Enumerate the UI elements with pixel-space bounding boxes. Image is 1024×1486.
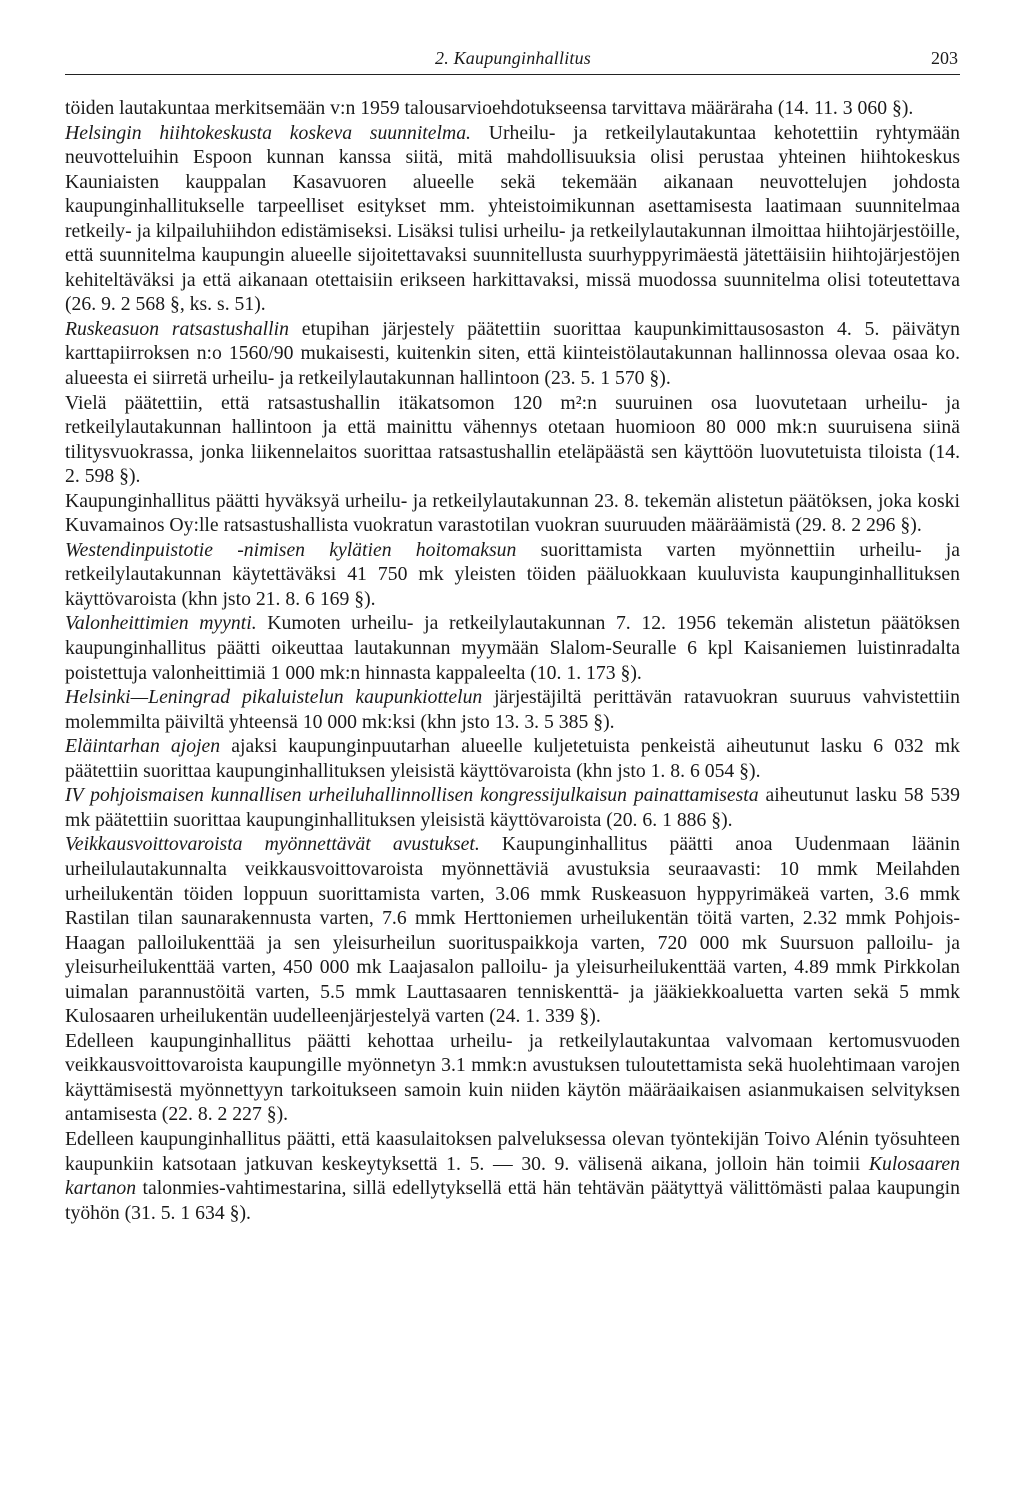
paragraph-inline-italic: Kulosaaren kartanon — [65, 1152, 960, 1200]
running-title: 2. Kaupunginhallitus — [435, 48, 592, 68]
paragraph-heading: Westendinpuistotie -nimisen kylätien hoitomaksun — [65, 538, 517, 561]
paragraph-text: suorittamista varten myönnettiin urheilu- ja retkeilylautakunnan käytettäväksi 41 750 mk yleisten töiden pääluokkaan kuuluvista kaupunginhallituksen käyttövaroista (khn jsto 21. 8. 6 169 §). — [65, 538, 960, 610]
page-number: 203 — [931, 48, 958, 68]
paragraph-text-tail: talonmies-vahtimestarina, sillä edellytyksellä että hän tehtävän päätyttyä välittömästi palaa kaupungin työhön (31. 5. 1 634 §). — [65, 1177, 960, 1224]
paragraph — [65, 121, 960, 317]
paragraph-text: järjestäjiltä perittävän ratavuokran suuruus vahvistettiin molemmilta päiviltä yhteensä 10 000 mk:ksi (khn jsto 13. 3. 5 385 §). — [65, 686, 960, 733]
paragraph-text: Urheilu- ja retkeilylautakuntaa kehotettiin ryhtymään neuvotteluihin Espoon kunnan kanssa siitä, mitä mahdollisuuksia olisi perustaa yhteinen hiihtokeskus Kauniaisten kauppalan Kasavuoren alueelle sekä tekemään aikanaan neuvottelujen johdosta kaupunginhallitukselle tarpeelliset esitykset mm. yhteistoimikunnan asettamisesta laatimaan suunnitelmaa retkeily- ja kilpailuhiihdon edistämiseksi. Lisäksi tulisi urheilu- ja retkeilylautakunnan ilmoittaa hiihtojärjestöille, että suunnitelma kaupungin alueelle sijoitettavaksi suunnitellusta suurhyppyrimäestä jätettäisiin hiihtojärjestöjen kehiteltäväksi ja että aikanaan otettaisiin erikseen harkittavaksi, missä muodossa suunnitelma olisi toteutettava (26. 9. 2 568 §, ks. s. 51). — [65, 121, 960, 316]
paragraph-heading: Ruskeasuon ratsastushallin — [65, 317, 289, 340]
paragraph — [65, 1029, 960, 1127]
paragraph-text: Edelleen kaupunginhallitus päätti, että kaasulaitoksen palveluksessa olevan työntekijän Toivo Alénin työsuhteen kaupunkiin katsotaan jatkuvan keskeytyksettä 1. 5. — 30. 9. välisenä aikana, jolloin hän toimii — [65, 1127, 960, 1175]
paragraph — [65, 734, 960, 783]
paragraph — [65, 538, 960, 612]
paragraph — [65, 96, 960, 121]
paragraph-text: Kumoten urheilu- ja retkeilylautakunnan 7. 12. 1956 tekemän alistetun päätöksen kaupunginhallitus päätti oikeuttaa lautakunnan myymään Slalom-Seuralle 6 kpl Kaisaniemen luistinradalta poistettuja valonheittimiä 1 000 mk:n hinnasta kappaleelta (10. 1. 173 §). — [65, 612, 960, 684]
paragraph — [65, 489, 960, 538]
paragraph-heading: Helsinki—Leningrad pikaluistelun kaupunkiottelun — [65, 686, 483, 709]
paragraph-text: Edelleen kaupunginhallitus päätti kehottaa urheilu- ja retkeilylautakuntaa valvomaan kertomusvuoden veikkausvoittovaroista kaupungille myönnetyn 3.1 mmk:n avustuksen tuloutettamista sekä huolehtimaan varojen käyttämisestä myönnettyyn tarkoitukseen samoin kuin niiden käytön määräaikaisen asianmukaisen selvityksen antamisesta (22. 8. 2 227 §). — [65, 1029, 960, 1126]
paragraph-heading: Eläintarhan ajojen — [65, 735, 221, 758]
paragraph-text: etupihan järjestely päätettiin suorittaa kaupunkimittausosaston 4. 5. päivätyn karttapiirroksen n:o 1560/90 mukaisesti, kuitenkin siten, että kiinteistölautakunnan hallinnossa olevaa osaa ko. alueesta ei siirretä urheilu- ja retkeilylautakunnan hallintoon (23. 5. 1 570 §). — [65, 317, 960, 390]
paragraph-text: töiden lautakuntaa merkitsemään v:n 1959 talousarvioehdotukseensa tarvittava määräraha (14. 11. 3 060 §). — [65, 97, 914, 119]
paragraph — [65, 317, 960, 391]
paragraph-text: Vielä päätettiin, että ratsastushallin itäkatsomon 120 m²:n suuruinen osa luovutetaan urheilu- ja retkeilylautakunnan hallintoon ja että mainittu vähennys otetaan huomioon 80 000 mk:n suuruisena siinä tilitysvuokrassa, jonka liikennelaitos suorittaa ratsastushallin eteläpäästä sen käyttöön luovutetuista tiloista (14. 2. 598 §). — [65, 391, 960, 488]
paragraph-text: Kaupunginhallitus päätti hyväksyä urheilu- ja retkeilylautakunnan 23. 8. tekemän alistetun päätöksen, joka koski Kuvamainos Oy:lle ratsastushallista vuokratun varastotilan vuokran suuruuden määräämistä (29. 8. 2 296 §). — [65, 489, 960, 537]
paragraph-heading: IV pohjoismaisen kunnallisen urheiluhallinnollisen kongressijulkaisun painattamisesta — [65, 784, 759, 807]
paragraph-heading: Valonheittimien myynti. — [65, 612, 257, 635]
paragraph-text: aiheutunut lasku 58 539 mk päätettiin suorittaa kaupunginhallituksen yleisistä käyttövaroista (20. 6. 1 886 §). — [65, 784, 960, 831]
paragraph-heading: Helsingin hiihtokeskusta koskeva suunnitelma. — [65, 121, 471, 144]
paragraph-text: ajaksi kaupunginpuutarhan alueelle kuljetetuista penkeistä aiheutunut lasku 6 032 mk päätettiin suorittaa kaupunginhallituksen yleisistä käyttövaroista (khn jsto 1. 8. 6 054 §). — [65, 735, 961, 782]
page-header — [65, 44, 960, 75]
paragraph — [65, 1127, 960, 1225]
paragraph — [65, 832, 960, 1028]
paragraph — [65, 391, 960, 489]
paragraph-text: Kaupunginhallitus päätti anoa Uudenmaan läänin urheilulautakunnalta veikkausvoittovaroista myönnettäviä avustuksia seuraavasti: 10 mmk Meilahden urheilukentän töiden loppuun suorittamista varten, 3.06 mmk Ruskeasuon hyppyrimäkeä varten, 3.6 mmk Rastilan tilan saunarakennusta varten, 7.6 mmk Herttoniemen urheilukentän töitä varten, 2.32 mmk Pohjois-Haagan palloilukenttää ja sen yleisurheilun suorituspaikkoja varten, 720 000 mk Suursuon palloilu- ja yleisurheilukenttää varten, 450 000 mk Laajasalon palloilu- ja yleisurheilukenttää varten, 4.89 mmk Pirkkolan uimalan parannustöitä varten, 5.5 mmk Lauttasaaren tenniskenttä- ja jääkiekkoaluetta varten sekä 5 mmk Kulosaaren urheilukentän uudelleenjärjestelyä varten (24. 1. 339 §). — [65, 833, 960, 1028]
paragraph — [65, 783, 960, 832]
paragraph — [65, 685, 960, 734]
paragraph-heading: Veikkausvoittovaroista myönnettävät avustukset. — [65, 833, 480, 856]
paragraph — [65, 611, 960, 685]
body-text — [65, 96, 960, 1225]
